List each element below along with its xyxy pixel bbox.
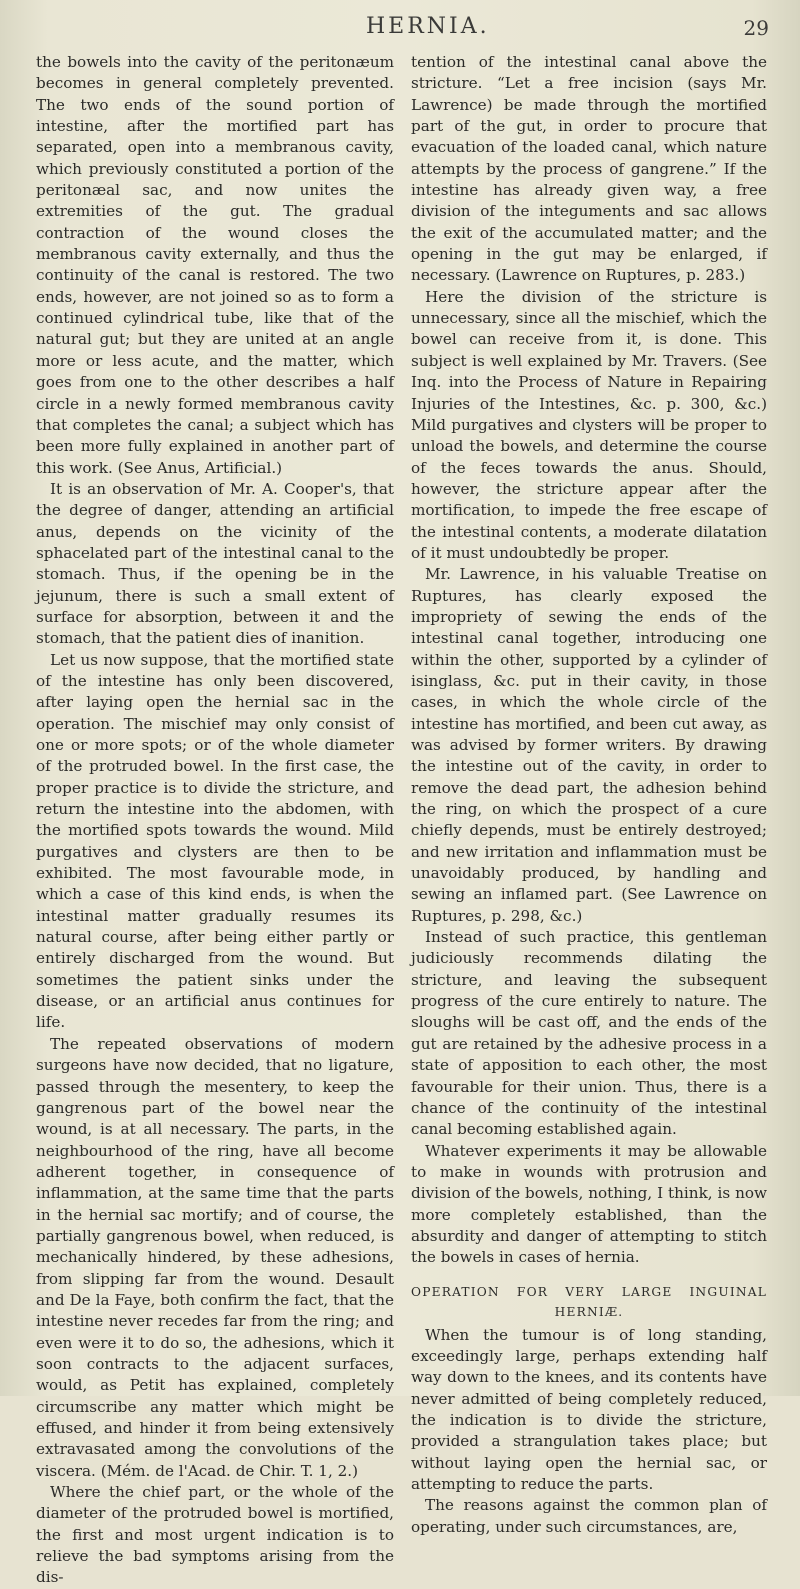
paragraph: It is an observation of Mr. A. Cooper's, that the degree of danger, attending an artificial anus, depends on the vicinity of the sphacelated part of the intestinal canal to the stomach. Thus, if the opening be in the jejunum, there is such a small extent of surface for absorption, between it and the stomach, that the patient dies of inanition. [36,479,394,648]
paragraph: tention of the intestinal canal above the stricture. “Let a free incision (says Mr. Lawrence) be made through the mortified part of the gut, in order to procure that evacuation of the loaded canal, which nature attempts by the process of gangrene.” If the intestine has already given way, a free division of the integuments and sac allows the exit of the accumulated matter; and the opening in the gut may be enlarged, if necessary. (Lawrence on Ruptures, p. 283.) [411,53,767,285]
paragraph: Where the chief part, or the whole of the diameter of the protruded bowel is mortified, the first and most urgent indication is to relieve the bad symptoms arising from the dis- [36,1483,394,1587]
paragraph: When the tumour is of long standing, exceedingly large, perhaps extending half way down to the knees, and its contents have never admitted of being completely reduced, the indication is to divide the stricture, provided a strangulation takes place; but without laying open the hernial sac, or attempting to reduce the parts. [411,1325,767,1493]
paragraph: The reasons against the common plan of operating, under such circumstances, are, [411,1496,767,1536]
running-head [0,14,800,44]
section-heading [411,1282,767,1322]
paragraph: Whatever experiments it may be allowable to make in wounds with protrusion and division of the bowels, nothing, I think, is now more completely established, than the absurdity and danger of attempting to stitch the bowels in cases of hernia. [411,1141,767,1267]
paragraph: Instead of such practice, this gentleman judiciously recommends dilating the stricture, and leaving the subsequent progress of the cure entirely to nature. The sloughs will be cast off, and the ends of the gut are retained by the adhesive process in a state of apposition to each other, the most favourable for their union. Thus, there is a chance of the continuity of the intestinal canal becoming established again. [411,928,767,1139]
section-heading-line: OPERATION FOR VERY LARGE INGUINAL [411,1284,767,1299]
paragraph: Here the division of the stricture is unnecessary, since all the mischief, which the bowel can receive from it, is done. This subject is well explained by Mr. Travers. (See Inq. into the Process of Nature in Repairing Injuries of the Intestines, &c. p. 300, &c.) Mild purgatives and clysters will be proper to unload the bowels, and determine the course of the feces towards the anus. Should, however, the stricture appear after the mortification, to impede the free escape of the intestinal contents, a moderate dilatation of it must undoubtedly be proper. [411,287,767,562]
right-column [411,52,767,1538]
paragraph: the bowels into the cavity of the peritonæum becomes in general completely prevented. The two ends of the sound portion of intestine, after the mortified part has separated, open into a membranous cavity, which previously constituted a portion of the peritonæal sac, and now unites the extremities of the gut. The gradual contraction of the wound closes the membranous cavity externally, and thus the continuity of the canal is restored. The two ends, however, are not joined so as to form a continued cylindrical tube, like that of the natural gut; but they are united at an angle more or less acute, and the matter, which goes from one to the other describes a half circle in a newly formed membranous cavity that completes the canal; a subject which has been more fully explained in another part of this work. (See Anus, Artificial.) [36,53,394,477]
left-column [36,52,394,1589]
paragraph: Let us now suppose, that the mortified state of the intestine has only been discovered, after laying open the hernial sac in the operation. The mischief may only consist of one or more spots; or of the whole diameter of the protruded bowel. In the first case, the proper practice is to divide the stricture, and return the intestine into the abdomen, with the mortified spots towards the wound. Mild purgatives and clysters are then to be exhibited. The most favourable mode, in which a case of this kind ends, is when the intestinal matter gradually resumes its natural course, after being either partly or entirely discharged from the wound. But sometimes the patient sinks under the disease, or an artificial anus continues for life. [36,650,394,1032]
paragraph: The repeated observations of modern surgeons have now decided, that no ligature, passed through the mesentery, to keep the gangrenous part of the bowel near the wound, is at all necessary. The parts, in the neighbourhood of the ring, have all become adherent together, in consequence of inflammation, at the same time that the parts in the hernial sac mortify; and of course, the partially gangrenous bowel, when reduced, is mechanically hindered, by these adhesions, from slipping far from the wound. Desault and De la Faye, both confirm the fact, that the intestine never recedes far from the ring; and even were it to do so, the adhesions, which it soon contracts to the adjacent surfaces, would, as Petit has explained, completely circumscribe any matter which might be effused, and hinder it from being extensively extravasated among the convolutions of the viscera. (Mém. de l'Acad. de Chir. T. 1, 2.) [36,1034,394,1480]
running-title: HERNIA. [366,14,490,39]
page-number: 29 [743,16,769,40]
paragraph: Mr. Lawrence, in his valuable Treatise on Ruptures, has clearly exposed the impropriety of sewing the ends of the intestinal canal together, introducing one within the other, supported by a cylinder of isinglass, &c. put in their cavity, in those cases, in which the whole circle of the intestine has mortified, and been cut away, as was advised by former writers. By drawing the intestine out of the cavity, in order to remove the dead part, the adhesion behind the ring, on which the prospect of a cure chiefly depends, must be entirely destroyed; and new irritation and inflammation must be unavoidably produced, by handling and sewing an inflamed part. (See Lawrence on Ruptures, p. 298, &c.) [411,565,767,925]
section-heading-line: HERNIÆ. [554,1304,624,1319]
